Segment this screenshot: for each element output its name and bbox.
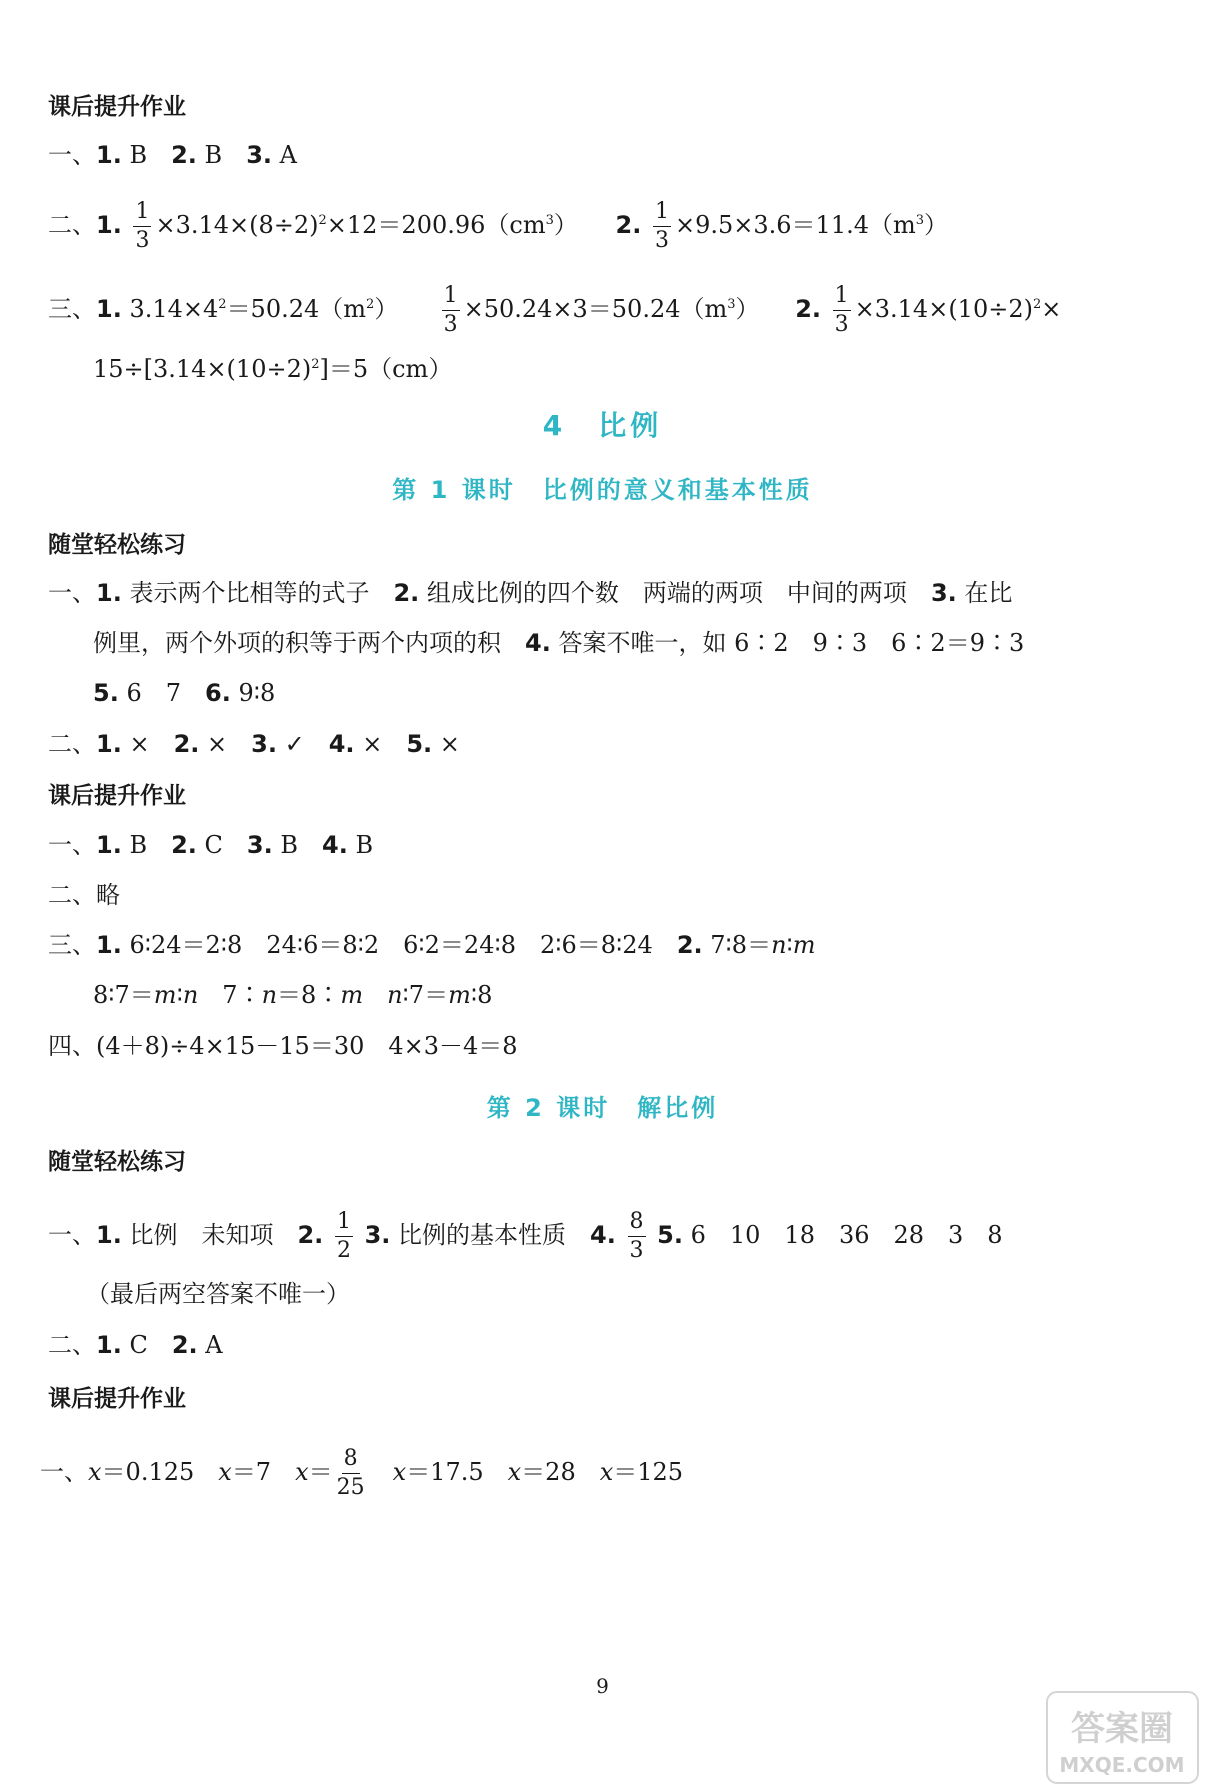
answer-line: 一、x＝0.125 x＝7 x＝ $\frac{8}{25}$ x＝17.5 x＝28 x＝125 [40,1446,684,1500]
svg-text:答案圈: 答案圈 [1071,1709,1173,1749]
variable: x [599,1458,614,1486]
item-marker: 一、 [48,579,96,607]
section-heading: 课后提升作业 [48,783,186,809]
item-marker: 一、 [40,1458,88,1486]
answer-text: A [197,1331,223,1359]
answer-line [48,140,297,170]
fraction: $\frac{8}{25}$ [336,1446,365,1500]
fraction: $\frac{1}{3}$ [135,199,150,253]
variable: n [182,981,199,1009]
item-number: 3. [251,730,277,758]
fraction: $\frac{1}{3}$ [655,199,669,253]
page-number: 9 [596,1674,609,1698]
variable: m [792,931,816,959]
item-number: 1. [96,831,122,859]
answer-text: 6 7 [118,679,205,707]
item-number: 4. [322,831,348,859]
answer-text: 表示两个比相等的式子 [121,579,394,607]
answer-text: 7∶8＝ [702,931,772,959]
item-number: 2. [676,931,703,959]
formula: ×50.24×3＝50.24（m [463,295,728,323]
item-number: 1. [96,1331,122,1359]
item-number: 1. [96,1221,122,1249]
formula: 15÷[3.14×(10÷2) [93,355,312,383]
item-number: 2. [171,831,197,859]
variable: m [153,981,177,1009]
svg-text:MXQE.COM: MXQE.COM [1059,1753,1185,1777]
unit-title: 4 比例 [542,409,663,442]
variable: n [261,981,278,1009]
item-number: 1. [96,295,122,323]
item-number: 1. [96,211,122,239]
answer-line: 四、(4＋8)÷4×15－15＝30 4×3－4＝8 [48,1032,518,1060]
item-number: 2. [393,579,420,607]
item-number: 2. [171,1331,198,1359]
item-number: 2. [297,1221,324,1249]
item-marker: 二、 [48,730,96,758]
item-number: 3. [930,579,957,607]
item-marker: 二、 [48,1331,96,1359]
answer-text: 组成比例的四个数 两端的两项 中间的两项 [419,579,931,607]
section-heading: 课后提升作业 [48,94,186,120]
answer-line [93,628,1024,658]
item-number: 1. [96,931,122,959]
lesson-title: 第 2 课时 解比例 [486,1094,719,1122]
formula: ×3.14×(8÷2) [155,211,319,239]
item-number: 3. [246,831,273,859]
item-number: 2. [795,295,822,323]
formula: ×9.5×3.6＝11.4（m [675,211,916,239]
section-heading: 课后提升作业 [48,1386,186,1412]
answer-text: 例里，两个外项的积等于两个内项的积 [93,629,525,657]
variable: x [507,1458,522,1486]
item-number: 1. [96,730,122,758]
lesson-title: 第 1 课时 比例的意义和基本性质 [392,476,813,504]
answer-text: B [272,831,323,859]
variable: x [392,1458,407,1486]
item-number: 2. [171,141,197,169]
item-number: 5. [406,730,433,758]
section-heading: 随堂轻松练习 [48,532,186,558]
item-number: 2. [173,730,200,758]
fraction: $\frac{1}{2}$ [336,1209,351,1263]
cross-mark: × [432,730,460,758]
answer-text: B [121,141,172,169]
item-number: 3. [364,1221,391,1249]
answer-line: 二、1. $\frac{1}{3}$ $\times 3.14\times(8\div 2)^2\times 12=200.96(cm^3)$ 2. $\frac{1}{3}$ $\times 9.5\times 3.6=11.4(m^3)$ [48,199,949,253]
fraction: $\frac{8}{3}$ [629,1209,644,1263]
item-number: 4. [590,1221,616,1249]
item-number: 6. [205,679,231,707]
answer-text: 在比 [956,579,1013,607]
variable: m [340,981,364,1009]
item-number: 2. [615,211,642,239]
variable: m [448,981,471,1009]
answer-line: 8∶7＝m∶n 7∶n＝8∶m n∶7＝m∶8 [93,981,493,1009]
answer-text: C [121,1331,172,1359]
check-mark: ✓ [276,730,329,758]
variable: n [771,931,787,959]
item-marker: 一、 [48,831,96,859]
item-marker: 三、 [48,295,96,323]
answer-text: C [196,831,247,859]
answer-line [48,1330,223,1360]
item-marker: 一、 [48,1221,96,1249]
item-number: 3. [246,141,273,169]
item-number: 5. [657,1221,683,1249]
variable: x [218,1458,232,1486]
item-number: 4. [525,629,551,657]
item-marker: 三、 [48,931,96,959]
answer-line [48,830,373,860]
variable: n [387,981,403,1009]
answer-line: 二、略 [48,881,120,909]
answer-line: $15\div[3.14\times(10\div 2)^2]=5(cm)$ [93,355,453,383]
answer-text: 比例的基本性质 [390,1221,591,1249]
answer-text: 6∶24＝2∶8 24∶6＝8∶2 6∶2＝24∶8 2∶6＝8∶24 [121,931,677,959]
formula: 3.14×4 [121,295,219,323]
answer-text: A [272,141,297,169]
item-marker: 一、 [48,141,96,169]
answer-text: B [196,141,247,169]
answer-line [48,1211,1003,1262]
answer-text: B [347,831,374,859]
answer-line: 三、1. $3.14\times 4^2=50.24(m^2)$ $\frac{1}{3}$ $\times 50.24\times 3=50.24(m^3)$ 2. $\frac{1}{3}$ $\times 3.14\times(10\div 2)^2\times$ [48,283,1062,337]
fraction: $\frac{1}{3}$ [834,283,849,337]
cross-mark: × [354,730,407,758]
cross-mark: × [121,730,174,758]
item-number: 5. [93,679,119,707]
answer-text: B [121,831,172,859]
formula: ×3.14×(10÷2) [854,295,1033,323]
item-number: 1. [96,141,122,169]
variable: x [295,1458,309,1486]
answer-text: 比例 未知项 [121,1221,298,1249]
answer-text: 6 10 18 36 28 3 8 [682,1221,1003,1249]
variable: x [88,1458,102,1486]
answer-line [48,578,1012,608]
answer-line [48,729,460,759]
item-number: 4. [328,730,355,758]
answer-text: 9∶8 [230,679,276,707]
fraction: $\frac{1}{3}$ [443,283,458,337]
item-marker: 二、 [48,211,96,239]
answer-line: （最后两空答案不唯一） [86,1280,350,1308]
answer-text: 答案不唯一，如 6∶2 9∶3 6∶2＝9∶3 [550,629,1025,657]
answer-line [93,678,275,708]
item-number: 1. [96,579,122,607]
answer-line: 三、1. 6∶24＝2∶8 24∶6＝8∶2 6∶2＝24∶8 2∶6＝8∶24 2. 7∶8＝n∶m [48,931,816,959]
cross-mark: × [199,730,252,758]
section-heading: 随堂轻松练习 [48,1149,186,1175]
watermark-logo [1045,1690,1200,1785]
